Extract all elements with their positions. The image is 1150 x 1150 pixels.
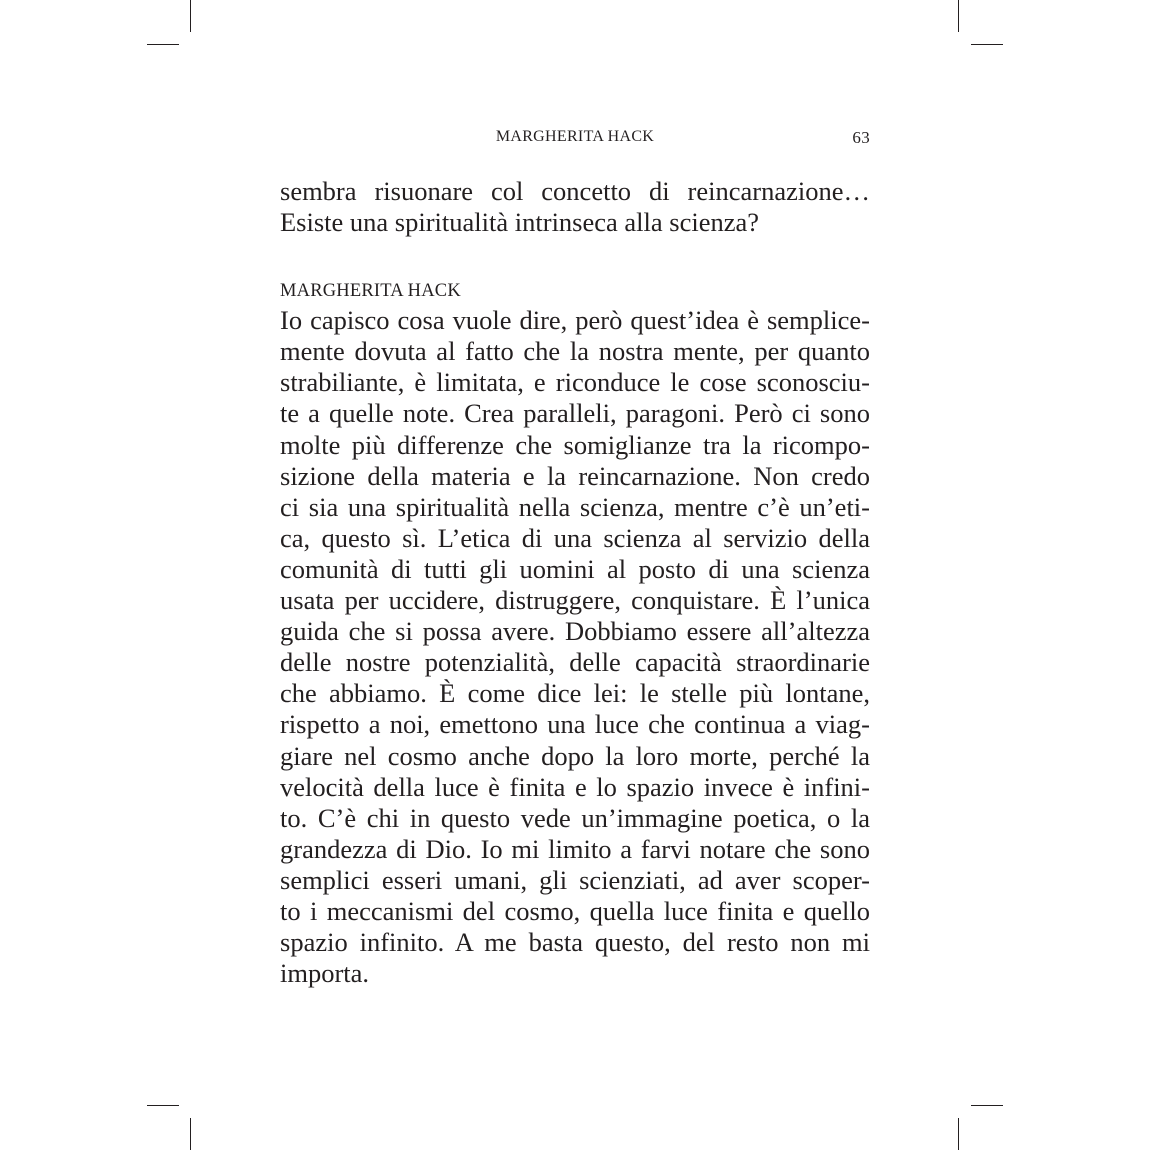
crop-mark-bottom-right-vertical [958, 1118, 959, 1150]
text-line: Io capisco cosa vuole dire, però quest’idea è semplice- [280, 305, 870, 336]
text-line: sembra risuonare col concetto di reincarnazione… [280, 176, 870, 206]
crop-mark-bottom-right-horizontal [971, 1105, 1003, 1106]
crop-mark-top-left-horizontal [147, 44, 179, 45]
page-number: 63 [852, 128, 870, 147]
text-line: molte più differenze che somiglianze tra la ricompo- [280, 429, 870, 460]
text-line: usata per uccidere, distruggere, conquistare. È l’unica [280, 585, 870, 616]
question-paragraph [280, 176, 870, 238]
text-line: spazio infinito. A me basta questo, del resto non mi [280, 927, 870, 958]
answer-paragraph [280, 305, 870, 989]
text-line: importa. [280, 958, 370, 989]
text-line: to. C’è chi in questo vede un’immagine poetica, o la [280, 802, 870, 833]
text-line: giare nel cosmo anche dopo la loro morte, perché la [280, 740, 870, 771]
crop-mark-top-right-horizontal [971, 44, 1003, 45]
text-line: comunità di tutti gli uomini al posto di una scienza [280, 553, 870, 584]
text-line: velocità della luce è finita e lo spazio invece è infini- [280, 771, 870, 802]
text-block [280, 176, 870, 989]
text-line: che abbiamo. È come dice lei: le stelle più lontane, [280, 678, 870, 709]
text-line: Esiste una spiritualità intrinseca alla scienza? [280, 207, 760, 238]
crop-mark-top-right-vertical [958, 0, 959, 32]
text-line: delle nostre potenzialità, delle capacità straordinarie [280, 647, 870, 678]
text-line: ca, questo sì. L’etica di una scienza al servizio della [280, 522, 870, 553]
running-head [280, 128, 870, 150]
text-line: te a quelle note. Crea paralleli, paragoni. Però ci sono [280, 398, 870, 429]
text-line: ci sia una spiritualità nella scienza, mentre c’è un’eti- [280, 491, 870, 522]
text-line: mente dovuta al fatto che la nostra mente, per quanto [280, 336, 870, 367]
speaker-name: MARGHERITA HACK [280, 281, 461, 302]
text-line: guida che si possa avere. Dobbiamo essere all’altezza [280, 616, 870, 647]
running-title: MARGHERITA HACK [495, 128, 655, 145]
text-line: rispetto a noi, emettono una luce che continua a viag- [280, 709, 870, 740]
text-line: sizione della materia e la reincarnazione. Non credo [280, 460, 870, 491]
text-line: to i meccanismi del cosmo, quella luce finita e quello [280, 895, 870, 926]
crop-mark-bottom-left-horizontal [147, 1105, 179, 1106]
crop-mark-top-left-vertical [190, 0, 191, 32]
text-line: strabiliante, è limitata, e riconduce le cose sconosciu- [280, 367, 870, 398]
text-line: grandezza di Dio. Io mi limito a farvi notare che sono [280, 833, 870, 864]
crop-mark-bottom-left-vertical [190, 1118, 191, 1150]
text-line: semplici esseri umani, gli scienziati, ad aver scoper- [280, 864, 870, 895]
